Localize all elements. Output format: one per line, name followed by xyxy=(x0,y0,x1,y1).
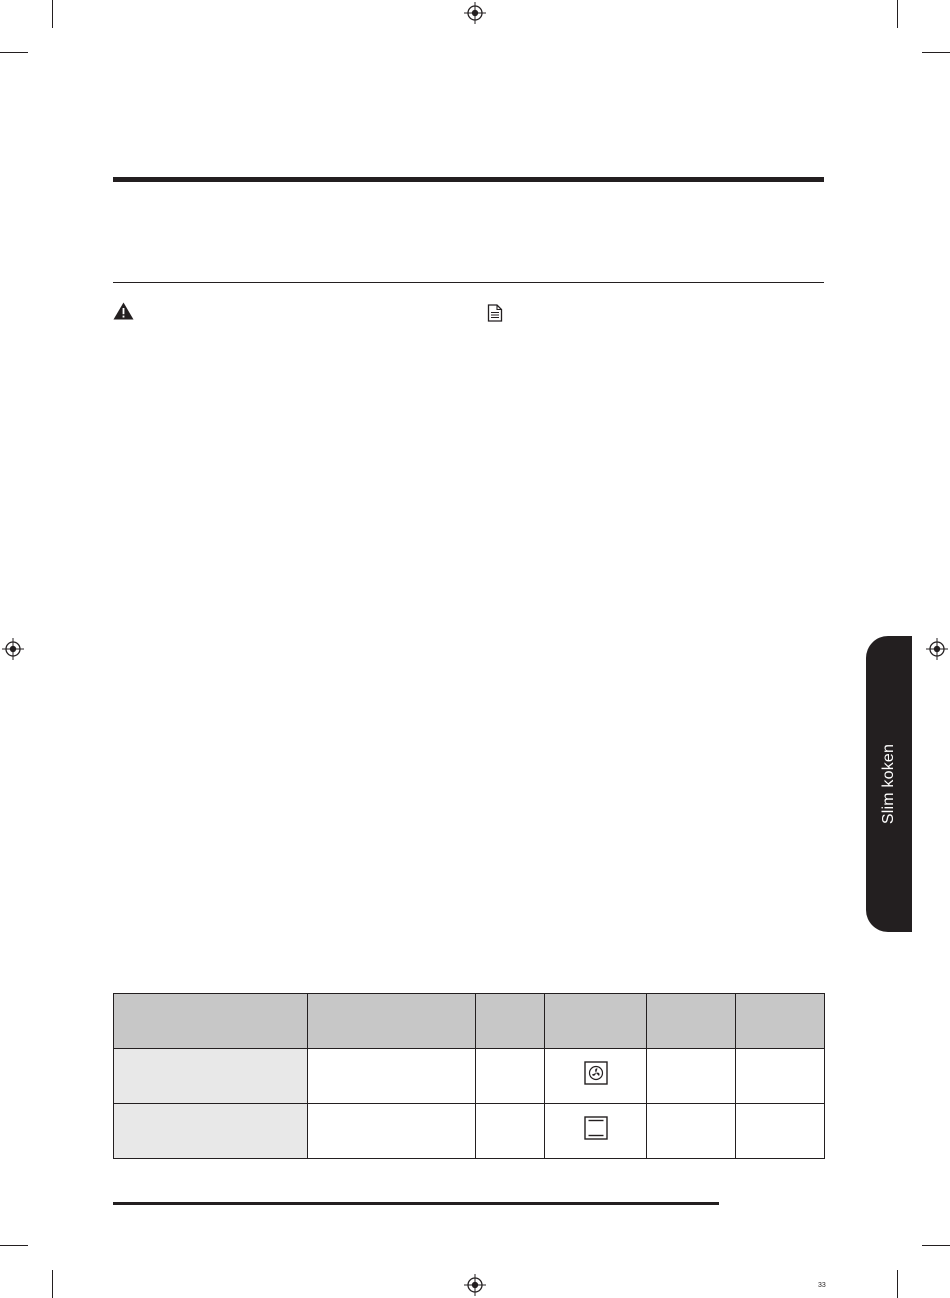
table-cell xyxy=(476,1049,545,1104)
table-cell xyxy=(647,1104,736,1159)
crop-mark-top-left-vertical xyxy=(52,0,53,28)
footer-rule xyxy=(113,1202,719,1205)
table-header-cell xyxy=(476,994,545,1049)
table-header-cell xyxy=(736,994,825,1049)
table-header-cell xyxy=(647,994,736,1049)
registration-mark-icon xyxy=(464,2,486,24)
registration-mark-icon xyxy=(464,1274,486,1296)
crop-mark-bottom-left-horizontal xyxy=(0,1245,28,1246)
table-cell-mode xyxy=(545,1049,647,1104)
table-header-cell xyxy=(114,994,308,1049)
crop-mark-bottom-left-vertical xyxy=(52,1270,53,1298)
crop-mark-bottom-right-vertical xyxy=(897,1270,898,1298)
chapter-side-tab xyxy=(866,636,912,932)
registration-mark-icon xyxy=(2,638,24,660)
table-cell xyxy=(308,1049,476,1104)
table-cell xyxy=(736,1049,825,1104)
table-cell xyxy=(114,1104,308,1159)
table-row xyxy=(114,1104,825,1159)
page-number: 33 xyxy=(818,1282,826,1289)
table-header-row xyxy=(114,994,825,1049)
table-cell xyxy=(476,1104,545,1159)
warning-triangle-icon xyxy=(113,302,134,320)
note-document-icon xyxy=(487,304,503,322)
registration-mark-icon xyxy=(926,638,948,660)
cooking-table xyxy=(113,993,825,1159)
table-cell xyxy=(308,1104,476,1159)
table-cell-mode xyxy=(545,1104,647,1159)
crop-mark-top-left-horizontal xyxy=(0,52,28,53)
table-header-cell xyxy=(545,994,647,1049)
table-cell xyxy=(114,1049,308,1104)
table-cell xyxy=(647,1049,736,1104)
convection-fan-icon xyxy=(584,1061,608,1085)
table-row xyxy=(114,1049,825,1104)
section-divider-rule xyxy=(113,282,824,283)
chapter-side-tab-label: Slim koken xyxy=(880,743,897,825)
crop-mark-bottom-right-horizontal xyxy=(922,1245,950,1246)
table-cell xyxy=(736,1104,825,1159)
conventional-heat-icon xyxy=(584,1116,608,1140)
table-header-cell xyxy=(308,994,476,1049)
section-top-rule xyxy=(113,177,824,182)
crop-mark-top-right-vertical xyxy=(897,0,898,28)
crop-mark-top-right-horizontal xyxy=(922,52,950,53)
